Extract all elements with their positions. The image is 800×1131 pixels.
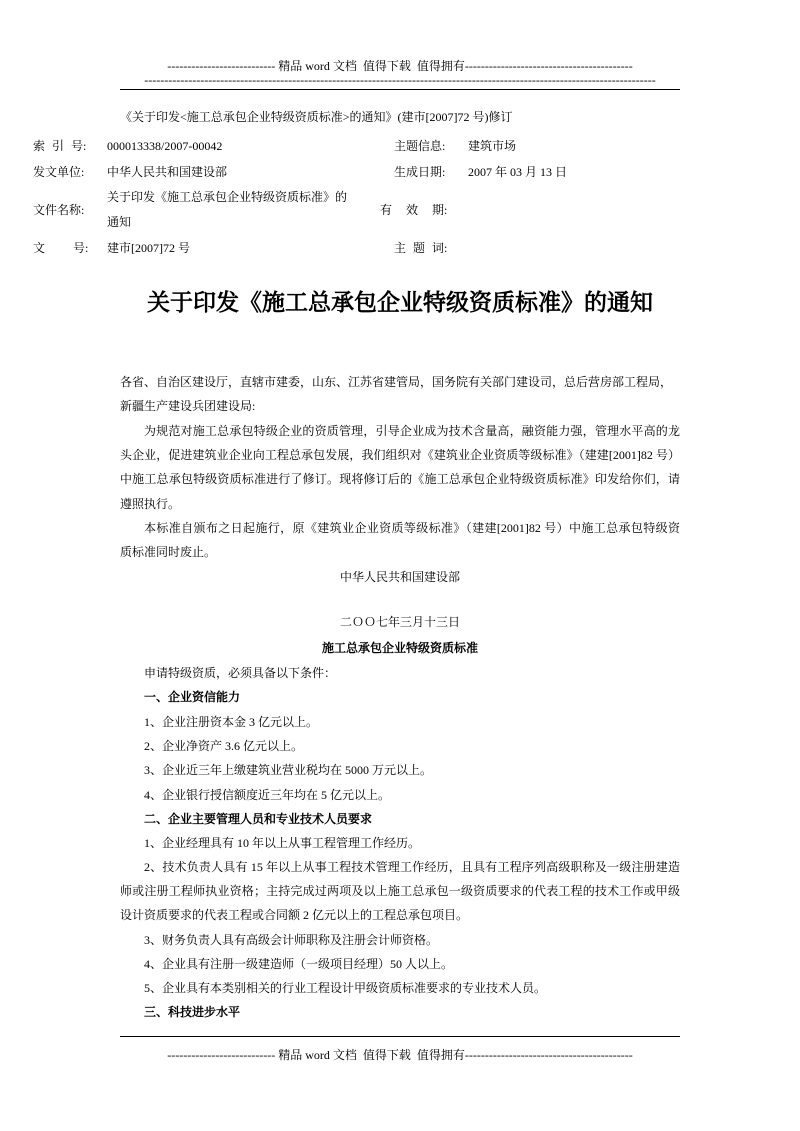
paragraph-line: 中施工总承包特级资质标准进行了修订。现将修订后的《施工总承包企业特级资质标准》印发给你们，请 [120, 472, 680, 486]
meta-value-topic: 建筑市场 [468, 139, 517, 153]
meta-label-validity: 有 效 期: [380, 203, 448, 217]
paragraph-line: 为规范对施工总承包特级企业的资质管理，引导企业成为技术含量高，融资能力强，管理水平高的龙 [144, 424, 680, 438]
list-item-line: 4、企业银行授信额度近三年均在 5 亿元以上。 [144, 788, 391, 802]
meta-label-file-name: 文件名称: [33, 203, 85, 217]
meta-value-date: 2007 年 03 月 13 日 [468, 165, 568, 179]
meta-value-issuer: 中华人民共和国建设部 [107, 165, 228, 179]
list-item-line: 2、企业净资产 3.6 亿元以上。 [144, 739, 304, 753]
meta-label-keywords: 主 题 词: [394, 241, 448, 255]
meta-label-doc-no: 文 号: [33, 241, 89, 255]
section-heading: 一、企业资信能力 [144, 690, 241, 704]
addressee-line: 新疆生产建设兵团建设局: [120, 399, 256, 413]
section-heading: 二、企业主要管理人员和专业技术人员要求 [144, 812, 373, 826]
meta-label-topic: 主题信息: [394, 139, 446, 153]
meta-label-index-no: 索 引 号: [33, 139, 87, 153]
standard-intro: 申请特级资质，必须具备以下条件： [144, 666, 337, 680]
list-item-line: 5、企业具有本类别相关的行业工程设计甲级资质标准要求的专业技术人员。 [144, 981, 547, 995]
list-item-line: 4、企业具有注册一级建造师（一级项目经理）50 人以上。 [144, 957, 454, 971]
meta-value-index-no: 000013338/2007-00042 [107, 139, 223, 153]
list-item-line: 1、企业经理具有 10 年以上从事工程管理工作经历。 [144, 836, 421, 850]
paragraph-line: 本标准自颁布之日起施行，原《建筑业企业资质等级标准》（建建[2001]82 号）中施工总承包特级资 [144, 521, 680, 535]
addressee-line: 各省、自治区建设厅，直辖市建委，山东、江苏省建管局，国务院有关部门建设司，总后营房部工程局， [120, 375, 673, 389]
signature: 中华人民共和国建设部 [339, 570, 460, 584]
paragraph-line: 质标准同时废止。 [120, 545, 217, 559]
list-item-line: 3、财务负责人具有高级会计师职称及注册会计师资格。 [144, 933, 439, 947]
list-item-line: 师或注册工程师执业资格；主持完成过两项及以上施工总承包一级资质要求的代表工程的技术工作或甲级 [120, 884, 680, 898]
meta-value-file-name-line: 通知 [107, 215, 132, 229]
standard-title: 施工总承包企业特级资质标准 [321, 641, 478, 655]
list-item-line: 设计资质要求的代表工程或合同额 2 亿元以上的工程总承包项目。 [120, 908, 469, 922]
list-item-line: 3、企业近三年上缴建筑业营业税均在 5000 万元以上。 [144, 763, 433, 777]
meta-value-doc-no: 建市[2007]72 号 [107, 241, 190, 255]
section-heading: 三、科技进步水平 [144, 1005, 241, 1019]
notice-title: 关于印发《施工总承包企业特级资质标准》的通知 [147, 290, 653, 315]
list-item-line: 2、技术负责人具有 15 年以上从事工程技术管理工作经历，且具有工程序列高级职称及一级注册建造 [144, 860, 680, 874]
top-rule [120, 89, 680, 90]
meta-label-date: 生成日期: [394, 165, 446, 179]
header-dash-line: -------------------------------------------------------------------------------------------------------------------------------- [144, 73, 656, 87]
footer-banner: --------------------------- 精品 word 文档 值得下载 值得拥有------------------------------------------ [167, 1048, 633, 1062]
meta-value-file-name-line: 关于印发《施工总承包企业特级资质标准》的 [107, 190, 348, 204]
meta-label-issuer: 发文单位: [33, 165, 85, 179]
bottom-rule [120, 1036, 680, 1037]
header-banner: --------------------------- 精品 word 文档 值得下载 值得拥有------------------------------------------ [167, 59, 633, 73]
signature-date: 二ＯＯ七年三月十三日 [339, 615, 460, 629]
paragraph-line: 头企业，促进建筑业企业向工程总承包发展，我们组织对《建筑业企业资质等级标准》（建建[2001]82 号） [120, 448, 680, 462]
subtitle: 《关于印发<施工总承包企业特级资质标准>的通知》(建市[2007]72 号)修订 [120, 110, 513, 124]
list-item-line: 1、企业注册资本金 3 亿元以上。 [144, 715, 319, 729]
paragraph-line: 遵照执行。 [120, 497, 181, 511]
